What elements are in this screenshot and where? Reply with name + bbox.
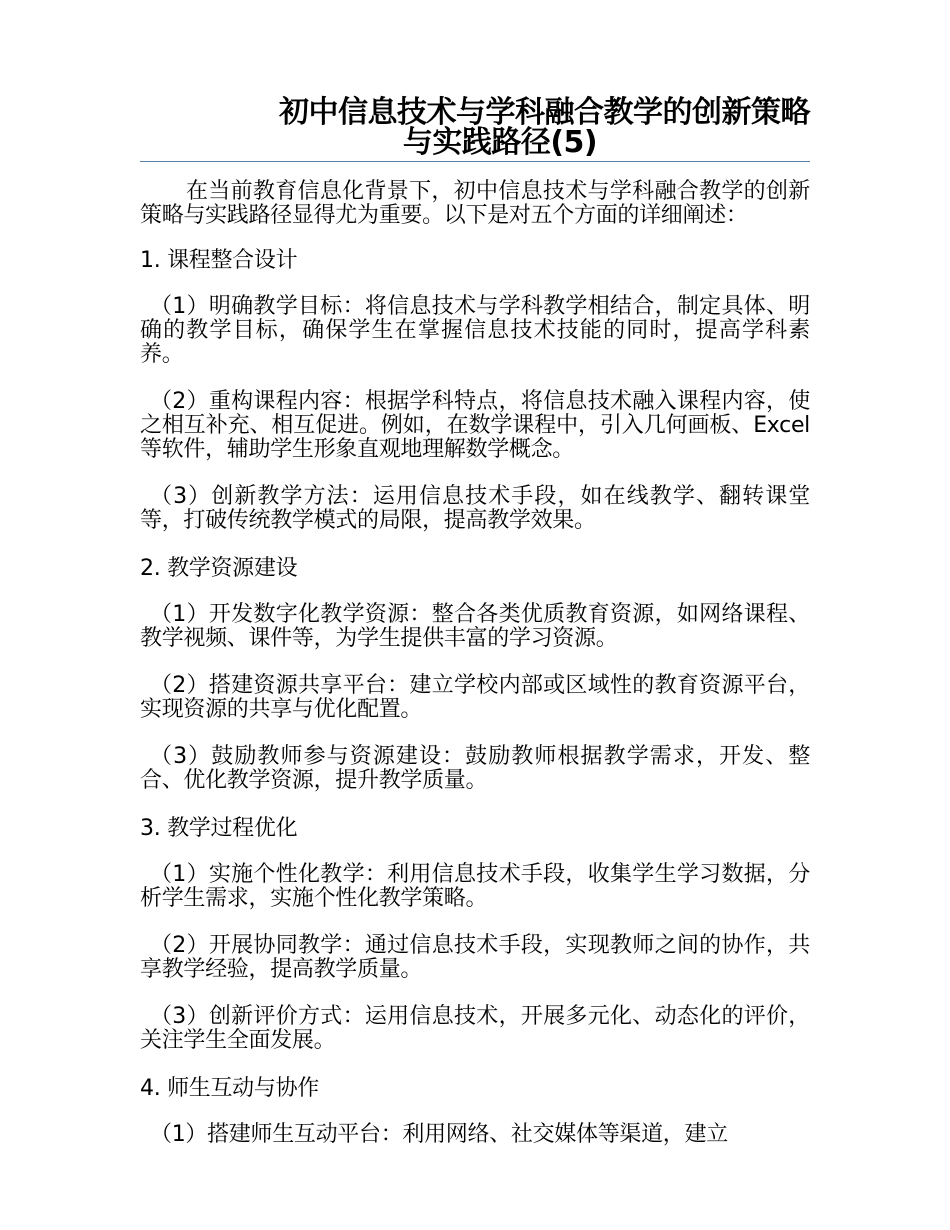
- section-item: （3）创新评价方式：运用信息技术，开展多元化、动态化的评价，关注学生全面发展。: [140, 1004, 810, 1053]
- title-line-1: 初中信息技术与学科融合教学的创新策略: [279, 95, 810, 130]
- section-item: （1）搭建师生互动平台：利用网络、社交媒体等渠道，建立: [150, 1122, 728, 1147]
- section-1: [140, 248, 810, 533]
- section-item: （1）明确教学目标：将信息技术与学科教学相结合，制定具体、明确的教学目标，确保学生在掌握信息技术技能的同时，提高学科素养。: [140, 294, 810, 367]
- section-item: （2）重构课程内容：根据学科特点，将信息技术融入课程内容，使之相互补充、相互促进。例如，在数学课程中，引入几何画板、Excel 等软件，辅助学生形象直观地理解数学概念。: [140, 389, 810, 462]
- section-item: （2）搭建资源共享平台：建立学校内部或区域性的教育资源平台，实现资源的共享与优化配置。: [140, 673, 810, 722]
- document-title: [140, 95, 810, 160]
- section-heading: 1. 课程整合设计: [140, 248, 298, 273]
- section-heading: 4. 师生互动与协作: [140, 1076, 319, 1101]
- title-line-2: 与实践路径(5): [402, 125, 598, 160]
- section-item: （3）鼓励教师参与资源建设：鼓励教师根据教学需求，开发、整合、优化教学资源，提升教学质量。: [140, 744, 810, 793]
- section-item: （1）实施个性化教学：利用信息技术手段，收集学生学习数据，分析学生需求，实施个性化教学策略。: [140, 862, 810, 911]
- section-item: （2）开展协同教学：通过信息技术手段，实现教师之间的协作，共享教学经验，提高教学质量。: [140, 933, 810, 982]
- title-underline: [140, 161, 810, 162]
- section-heading: 2. 教学资源建设: [140, 556, 298, 581]
- section-4: [140, 1076, 810, 1147]
- section-item: （1）开发数字化教学资源：整合各类优质教育资源，如网络课程、教学视频、课件等，为学生提供丰富的学习资源。: [140, 602, 810, 651]
- section-item: （3）创新教学方法：运用信息技术手段，如在线教学、翻转课堂等，打破传统教学模式的局限，提高教学效果。: [140, 484, 810, 533]
- intro-paragraph: 在当前教育信息化背景下，初中信息技术与学科融合教学的创新策略与实践路径显得尤为重要。以下是对五个方面的详细阐述：: [140, 179, 810, 228]
- section-heading: 3. 教学过程优化: [140, 816, 298, 841]
- section-2: [140, 556, 810, 793]
- section-3: [140, 816, 810, 1053]
- document-body: [140, 180, 810, 1147]
